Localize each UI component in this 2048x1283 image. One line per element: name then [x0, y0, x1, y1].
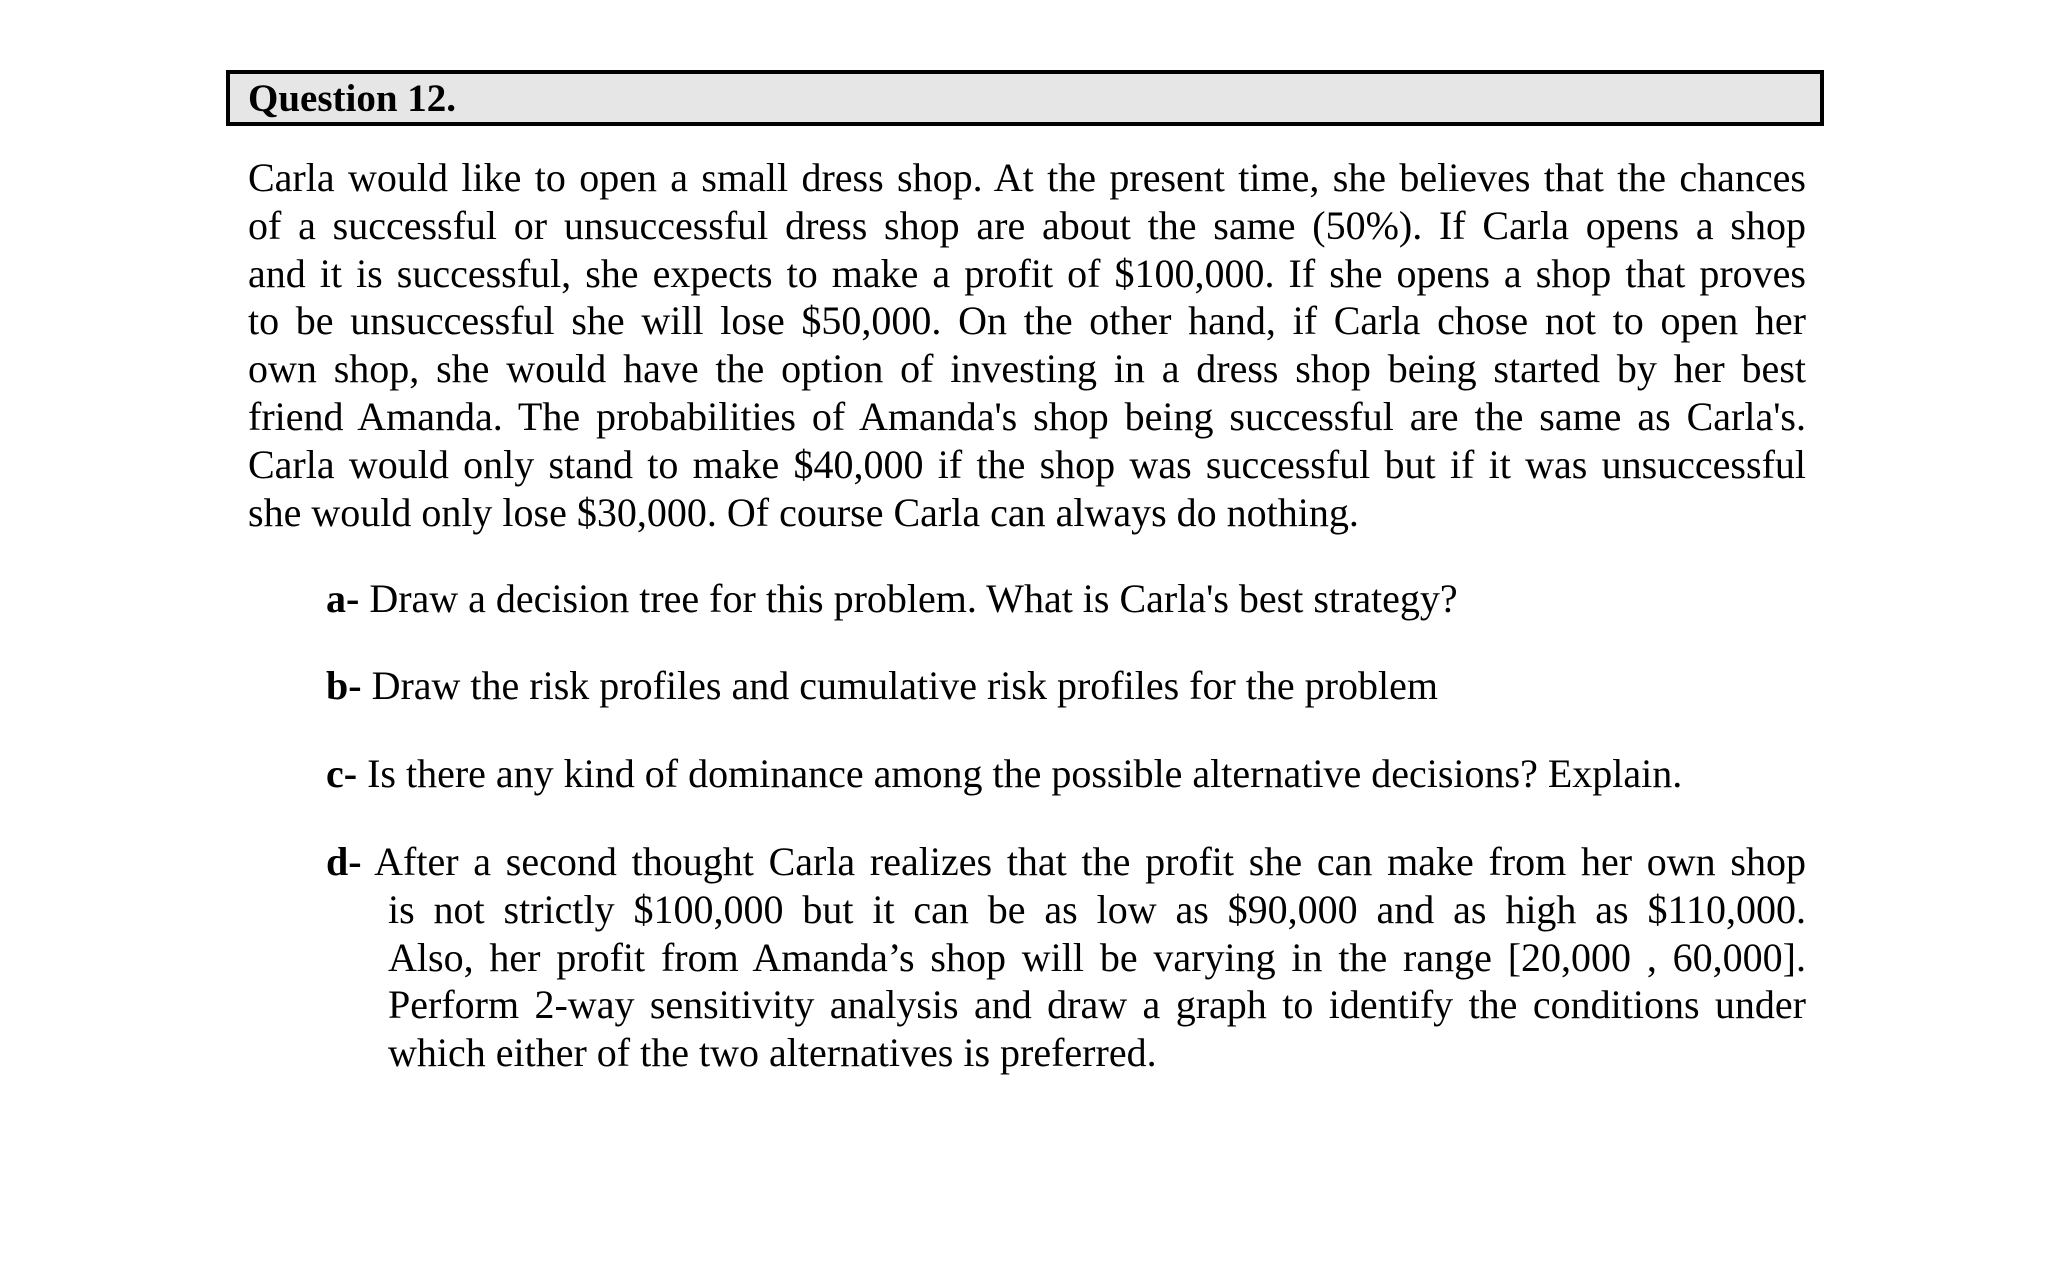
problem-line: to be unsuccessful she will lose $50,000. On the other hand, if Carla chose not to open her	[248, 298, 1806, 344]
part-b-letter: b-	[326, 663, 362, 708]
part-d-letter: d-	[326, 839, 362, 884]
part-a-letter: a-	[326, 576, 360, 621]
part-d	[326, 838, 1806, 1077]
part-c-letter: c-	[326, 751, 358, 796]
part-a-text: Draw a decision tree for this problem. What is Carla's best strategy?	[359, 576, 1458, 621]
problem-line: of a successful or unsuccessful dress shop are about the same (50%). If Carla opens a shop	[248, 202, 1806, 248]
question-header	[226, 70, 1824, 126]
problem-line: Carla would like to open a small dress shop. At the present time, she believes that the chances	[248, 155, 1806, 200]
problem-line: Carla would only stand to make $40,000 if the shop was successful but if it was unsuccessful	[248, 441, 1806, 487]
part-c-text: Is there any kind of dominance among the possible alternative decisions? Explain.	[357, 751, 1683, 796]
part-a	[326, 575, 1458, 623]
part-d-line	[326, 838, 1806, 886]
problem-statement	[248, 154, 1806, 536]
part-b	[326, 662, 1438, 710]
problem-line: she would only lose $30,000. Of course Carla can always do nothing.	[248, 489, 1359, 535]
problem-line: and it is successful, she expects to make a profit of $100,000. If she opens a shop that proves	[248, 250, 1806, 296]
problem-line: own shop, she would have the option of investing in a dress shop being started by her best	[248, 346, 1806, 392]
part-d-text: After a second thought Carla realizes that the profit she can make from her own shop	[361, 839, 1806, 884]
part-c	[326, 750, 1682, 798]
question-title: Question 12.	[248, 76, 457, 120]
part-d-line: which either of the two alternatives is preferred.	[388, 1030, 1157, 1076]
part-d-line: Perform 2-way sensitivity analysis and draw a graph to identify the conditions under	[388, 982, 1806, 1028]
part-b-text: Draw the risk profiles and cumulative risk profiles for the problem	[361, 663, 1438, 708]
part-d-line: Also, her profit from Amanda’s shop will be varying in the range [20,000 , 60,000].	[388, 934, 1806, 980]
problem-line: friend Amanda. The probabilities of Amanda's shop being successful are the same as Carla's.	[248, 393, 1806, 439]
part-d-line: is not strictly $100,000 but it can be as low as $90,000 and as high as $110,000.	[388, 886, 1806, 932]
